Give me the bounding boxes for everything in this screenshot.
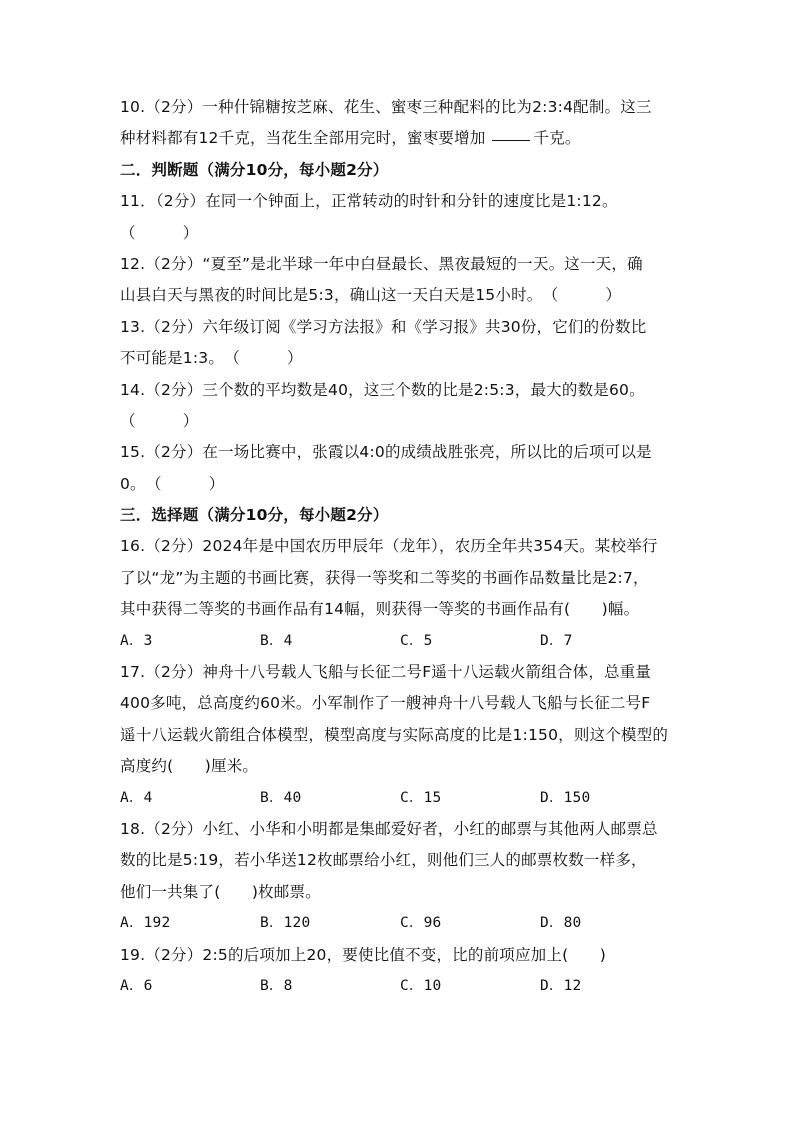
section-judgment-title: 二．判断题（满分10分，每小题2分） xyxy=(120,160,389,179)
q17-options xyxy=(120,783,680,814)
q14-line-1: 14.（2分）三个数的平均数是40，这三个数的比是2:5:3，最大的数是60。 xyxy=(120,380,645,399)
q13-line-1: 13.（2分）六年级订阅《学习方法报》和《学习报》共30份，它们的份数比 xyxy=(120,317,647,336)
q10-line-2-unit: 千克。 xyxy=(533,129,581,148)
option-c: C．15 xyxy=(400,789,442,806)
q18-line-2: 数的比是5:19，若小华送12枚邮票给小红，则他们三人的邮票枚数一样多， xyxy=(120,851,647,870)
option-b: B．8 xyxy=(260,977,293,994)
option-d: D．80 xyxy=(540,915,582,932)
option-c: C．10 xyxy=(400,977,442,994)
option-b: B．40 xyxy=(260,789,302,806)
option-c: C．5 xyxy=(400,632,433,649)
q16-line-3: 其中获得二等奖的书画作品有14幅，则获得一等奖的书画作品有( )幅。 xyxy=(120,600,640,619)
option-d: D．150 xyxy=(540,789,591,806)
exam-content xyxy=(120,92,680,1002)
q12-line-1: 12.（2分）“夏至”是北半球一年中白昼最长、黑夜最短的一天。这一天，确 xyxy=(120,254,643,273)
q17-line-4: 高度约( )厘米。 xyxy=(120,757,259,776)
answer-blank xyxy=(492,139,530,141)
q15-line-1: 15.（2分）在一场比赛中，张霞以4:0的成绩战胜张亮，所以比的后项可以是 xyxy=(120,443,652,462)
q19-options xyxy=(120,971,680,1002)
q14-line-2: （ ） xyxy=(120,411,199,430)
option-d: D．12 xyxy=(540,977,582,994)
option-a: A．6 xyxy=(120,977,153,994)
q10-line-2 xyxy=(120,123,680,154)
section-choice-title: 三．选择题（满分10分，每小题2分） xyxy=(120,506,389,525)
q17-line-3: 遥十八运载火箭组合体模型，模型高度与实际高度的比是1:150，则这个模型的 xyxy=(120,725,669,744)
option-a: A．192 xyxy=(120,915,171,932)
q15-line-2: 0。 （ ） xyxy=(120,474,225,493)
q16-line-1: 16.（2分）2024年是中国农历甲辰年（龙年），农历全年共354天。某校举行 xyxy=(120,537,658,556)
q16-options xyxy=(120,626,680,657)
q19-line-1: 19.（2分）2:5的后项加上20，要使比值不变，比的前项应加上( ) xyxy=(120,945,606,964)
option-a: A．4 xyxy=(120,789,153,806)
option-c: C．96 xyxy=(400,915,442,932)
q10-line-1: 10.（2分）一种什锦糖按芝麻、花生、蜜枣三种配料的比为2:3:4配制。这三 xyxy=(120,98,652,116)
q11-line-1: 11．（2分）在同一个钟面上，正常转动的时针和分针的速度比是1:12。 xyxy=(120,192,618,211)
option-b: B．4 xyxy=(260,632,293,649)
q12-line-2: 山县白天与黑夜的时间比是5:3，确山这一天白天是15小时。 （ ） xyxy=(120,286,622,305)
option-a: A．3 xyxy=(120,632,153,649)
q13-line-2: 不可能是1:3。 （ ） xyxy=(120,349,303,368)
q18-line-1: 18.（2分）小红、小华和小明都是集邮爱好者，小红的邮票与其他两人邮票总 xyxy=(120,819,658,838)
q10-line-2-text: 种材料都有12千克，当花生全部用完时，蜜枣要增加 xyxy=(120,129,486,148)
q17-line-2: 400多吨，总高度约60米。小军制作了一艘神舟十八号载人飞船与长征二号F xyxy=(120,694,651,713)
q16-line-2: 了以“龙”为主题的书画比赛，获得一等奖和二等奖的书画作品数量比是2:7， xyxy=(120,568,649,587)
q11-line-2: （ ） xyxy=(120,223,199,242)
option-d: D．7 xyxy=(540,632,573,649)
q17-line-1: 17.（2分）神舟十八号载人飞船与长征二号F遥十八运载火箭组合体，总重量 xyxy=(120,663,652,682)
q18-line-3: 他们一共集了( )枚邮票。 xyxy=(120,882,321,901)
option-b: B．120 xyxy=(260,915,311,932)
q18-options xyxy=(120,908,680,939)
